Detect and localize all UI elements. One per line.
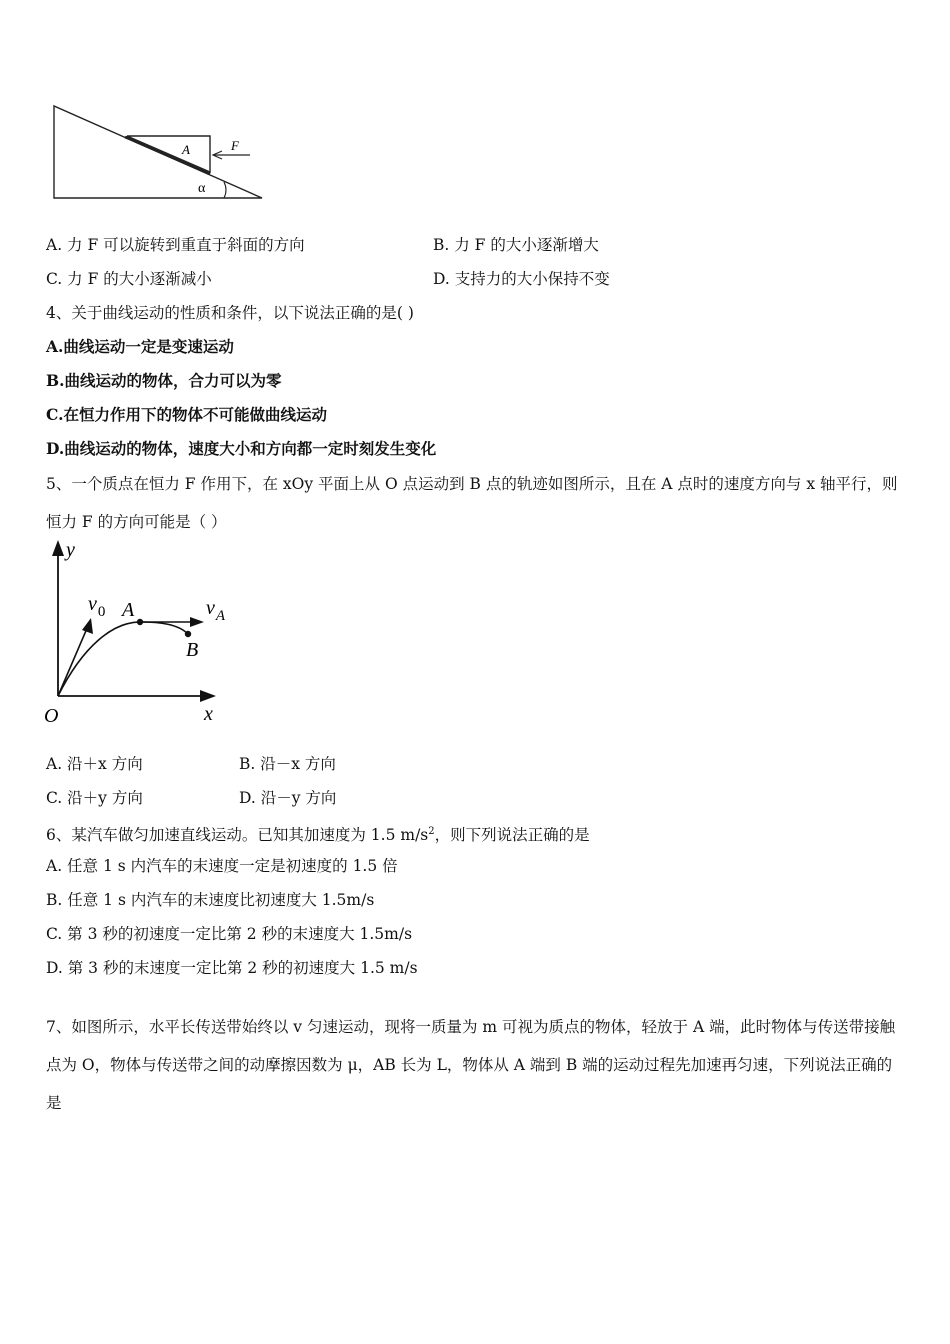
q6-stem bbox=[46, 822, 590, 845]
q6-option-d: D. 第 3 秒的末速度一定比第 2 秒的初速度大 1.5 m/s bbox=[46, 959, 418, 977]
q5-option-c: C. 沿＋y 方向 bbox=[46, 789, 143, 807]
point-a-label: A bbox=[122, 599, 135, 621]
angle-label: α bbox=[198, 181, 206, 196]
y-axis-label: y bbox=[66, 539, 75, 561]
point-b-label: B bbox=[186, 639, 199, 661]
q5-stem: 5、一个质点在恒力 F 作用下，在 xOy 平面上从 O 点运动到 B 点的轨迹如图所示，且在 A 点时的速度方向与 x 轴平行，则恒力 F 的方向可能是（ ） bbox=[46, 475, 898, 531]
trajectory-figure bbox=[38, 536, 238, 730]
angle-arc bbox=[224, 182, 226, 198]
va-label: $v_A$ bbox=[206, 597, 226, 624]
q6-option-a: A. 任意 1 s 内汽车的末速度一定是初速度的 1.5 倍 bbox=[46, 857, 398, 875]
block-bottom-edge bbox=[125, 137, 210, 174]
trajectory-curve bbox=[58, 622, 188, 696]
q3-option-c: C. 力 F 的大小逐渐减小 bbox=[46, 270, 212, 288]
q7-stem: 7、如图所示，水平长传送带始终以 v 匀速运动，现将一质量为 m 可视为质点的物体，轻放于 A 端，此时物体与传送带接触点为 O，物体与传送带之间的动摩擦因数为 μ，AB 长为 L，物体从 A 端到 B 端的运动过程先加速再匀速，下列说法正确的是 bbox=[46, 1018, 896, 1112]
force-label: F bbox=[231, 138, 239, 153]
v0-arrow bbox=[58, 626, 88, 696]
q6-stem-tail: ，则下列说法正确的是 bbox=[434, 826, 590, 845]
v0-label: $v_0$ bbox=[88, 593, 106, 620]
origin-label: O bbox=[44, 705, 59, 727]
q4-option-d: D.曲线运动的物体，速度大小和方向都一定时刻发生变化 bbox=[46, 439, 437, 458]
incline-figure bbox=[40, 98, 280, 208]
q5-option-b: B. 沿－x 方向 bbox=[239, 755, 336, 773]
point-b-dot bbox=[185, 631, 191, 637]
q6-stem-main: 6、某汽车做匀加速直线运动。已知其加速度为 1.5 m/s bbox=[46, 826, 429, 845]
x-axis-label: x bbox=[204, 703, 213, 725]
q6-stem-sup: 2 bbox=[428, 826, 435, 837]
block-a bbox=[127, 136, 210, 172]
block-label: A bbox=[182, 142, 190, 157]
q3-option-a: A. 力 F 可以旋转到重直于斜面的方向 bbox=[46, 236, 305, 254]
q4-stem: 4、关于曲线运动的性质和条件，以下说法正确的是( ) bbox=[46, 304, 414, 322]
q5-option-a: A. 沿＋x 方向 bbox=[46, 755, 143, 773]
q3-option-b: B. 力 F 的大小逐渐增大 bbox=[433, 236, 599, 254]
q5-option-d: D. 沿－y 方向 bbox=[239, 789, 337, 807]
q3-option-d: D. 支持力的大小保持不变 bbox=[433, 270, 610, 288]
q6-option-b: B. 任意 1 s 内汽车的末速度比初速度大 1.5m/s bbox=[46, 891, 375, 909]
q6-option-c: C. 第 3 秒的初速度一定比第 2 秒的末速度大 1.5m/s bbox=[46, 925, 413, 943]
q4-option-a: A.曲线运动一定是变速运动 bbox=[46, 337, 234, 356]
q4-option-b: B.曲线运动的物体，合力可以为零 bbox=[46, 371, 282, 390]
q4-option-c: C.在恒力作用下的物体不可能做曲线运动 bbox=[46, 405, 327, 424]
